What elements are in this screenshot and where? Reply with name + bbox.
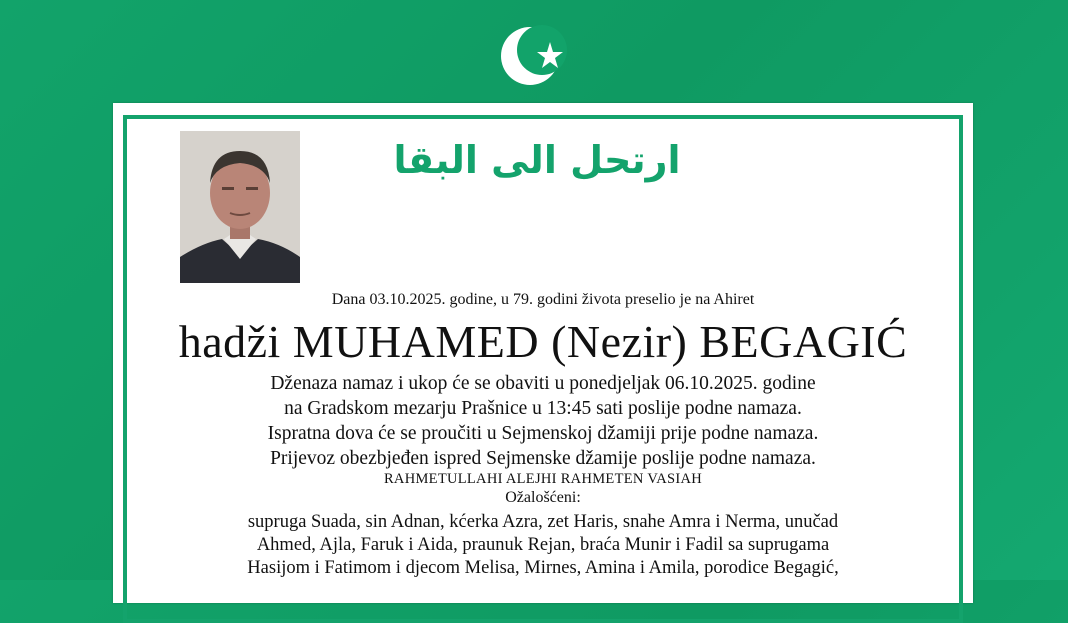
info-line: Dženaza namaz i ukop će se obaviti u ponedjeljak 06.10.2025. godine	[270, 373, 816, 394]
obituary-card	[113, 103, 973, 603]
intro-text: Dana 03.10.2025. godine, u 79. godini života preselio je na Ahiret	[331, 291, 755, 308]
prayer-text: RAHMETULLAHI ALEJHI RAHMETEN VASIAH	[383, 471, 703, 487]
mourners-line: Ahmed, Ajla, Faruk i Aida, praunuk Rejan, braća Munir i Fadil sa suprugama	[256, 535, 830, 555]
deceased-name: hadži MUHAMED (Nezir) BEGAGIĆ	[178, 316, 908, 367]
info-line: Prijevoz obezbjeđen ispred Sejmenske džamije poslije podne namaza.	[270, 448, 816, 469]
mourners-list	[113, 511, 973, 580]
mourners-line: supruga Suada, sin Adnan, kćerka Azra, zet Haris, snahe Amra i Nerma, unučad	[247, 512, 839, 532]
info-line: na Gradskom mezarju Prašnice u 13:45 sati poslije podne namaza.	[284, 398, 802, 419]
crescent-star-icon	[494, 20, 574, 92]
portrait-photo	[180, 131, 300, 283]
info-line: Ispratna dova će se proučiti u Sejmenskoj džamiji prije podne namaza.	[267, 423, 819, 444]
mourners-line: Hasijom i Fatimom i djecom Melisa, Mirnes, Amina i Amila, porodice Begagić,	[247, 558, 839, 578]
arabic-calligraphy	[393, 121, 681, 201]
svg-text:ارتحل الى البقا: ارتحل الى البقا	[393, 138, 681, 182]
mourners-label: Ožalošćeni:	[505, 489, 581, 506]
funeral-info	[113, 371, 973, 471]
